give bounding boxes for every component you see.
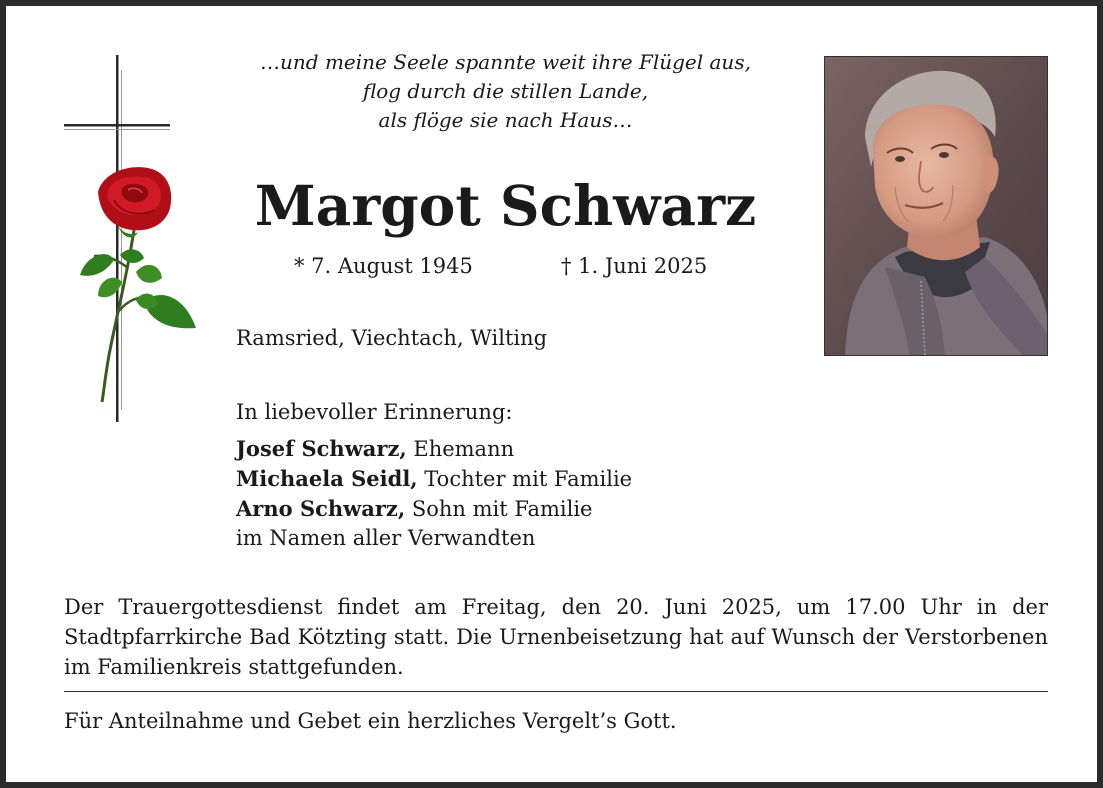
portrait-photo (824, 56, 1048, 356)
relatives-line: im Namen aller Verwandten (236, 526, 536, 550)
poem (228, 48, 783, 135)
mourner-relation: Ehemann (406, 437, 515, 461)
places: Ramsried, Viechtach, Wilting (236, 326, 548, 350)
divider (64, 691, 1048, 692)
mourner-name: Josef Schwarz, (236, 436, 407, 461)
cross-icon (64, 55, 170, 422)
poem-line-2: flog durch die stillen Lande, (362, 79, 649, 103)
mourner-name: Michaela Seidl, (236, 466, 418, 491)
service-announcement: Der Trauergottesdienst findet am Freitag, den 20. Juni 2025, um 17.00 Uhr in der Stadtpfarrkirche Bad Kötzting statt. Die Urnenbeisetzung hat auf Wunsch der Verstorbenen im Familienkreis stattgefunden. (64, 595, 1048, 679)
birth-date: * 7. August 1945 (294, 254, 473, 278)
memory-heading: In liebevoller Erinnerung: (236, 400, 513, 424)
death-date: † 1. Juni 2025 (561, 254, 708, 278)
thanks-line: Für Anteilnahme und Gebet ein herzliches Vergelt’s Gott. (64, 709, 677, 733)
deceased-name: Margot Schwarz (254, 173, 757, 238)
mourner-name: Arno Schwarz, (236, 496, 406, 521)
poem-line-1: …und meine Seele spannte weit ihre Flügel aus, (260, 50, 751, 74)
poem-line-3: als flöge sie nach Haus… (378, 108, 633, 132)
list-item (236, 494, 632, 524)
mourner-relation: Sohn mit Familie (405, 497, 593, 521)
cross-with-rose-icon (58, 50, 208, 425)
red-rose-icon (80, 167, 196, 402)
mourner-relation: Tochter mit Familie (417, 467, 633, 491)
list-item (236, 434, 632, 464)
mourners-list (236, 434, 632, 553)
portrait-image (825, 57, 1048, 356)
list-item (236, 464, 632, 494)
